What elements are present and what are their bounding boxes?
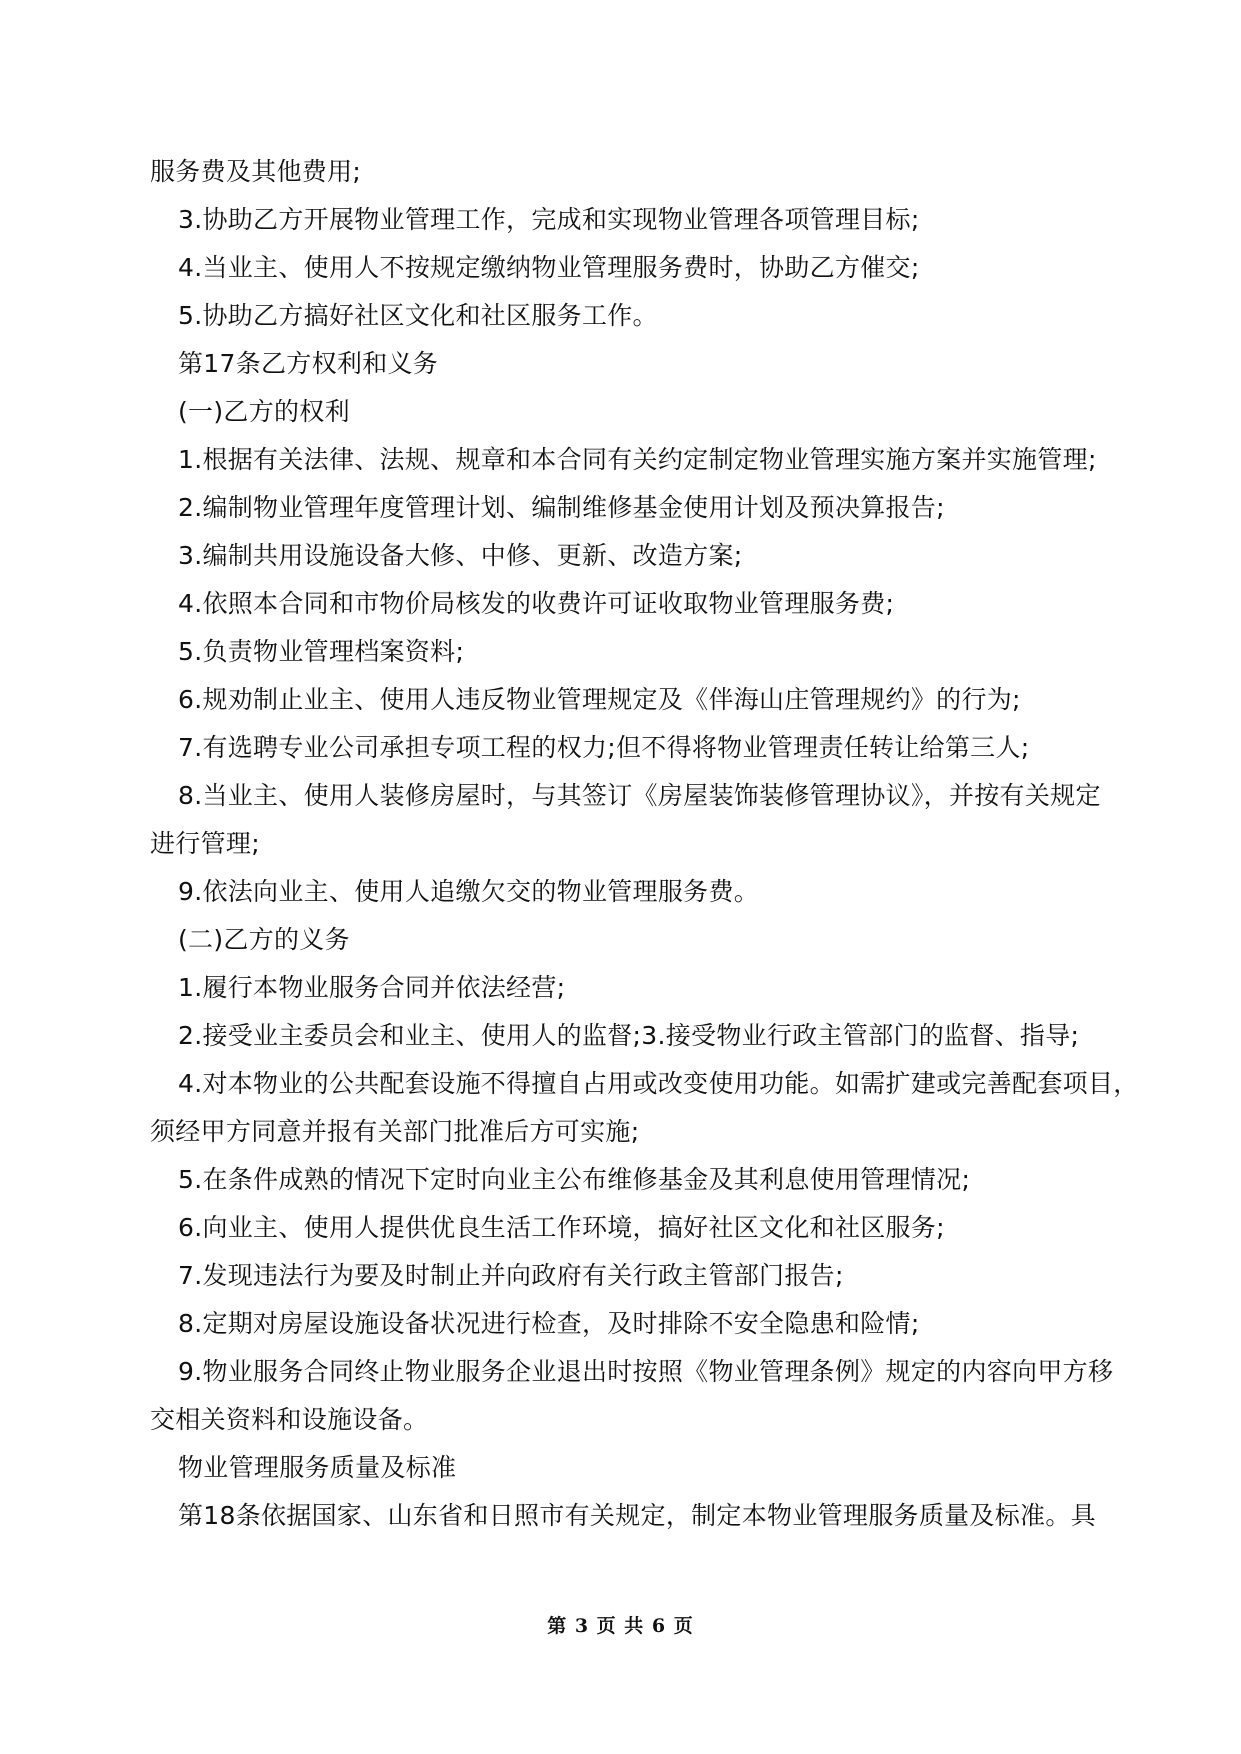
text-line: 6.向业主、使用人提供优良生活工作环境，搞好社区文化和社区服务;	[178, 1213, 945, 1242]
text-line: 1.履行本物业服务合同并依法经营;	[178, 973, 566, 1002]
document-body	[150, 148, 1139, 1540]
text-line: 4.当业主、使用人不按规定缴纳物业管理服务费时，协助乙方催交;	[178, 253, 920, 282]
text-line: 4.依照本合同和市物价局核发的收费许可证收取物业管理服务费;	[178, 589, 895, 618]
page-footer: 第 3 页 共 6 页	[547, 1615, 694, 1637]
text-line: 7.发现违法行为要及时制止并向政府有关行政主管部门报告;	[178, 1261, 844, 1290]
text-line: 服务费及其他费用;	[150, 157, 362, 186]
text-line: 第18条依据国家、山东省和日照市有关规定，制定本物业管理服务质量及标准。具	[178, 1501, 1096, 1530]
text-line: 5.协助乙方搞好社区文化和社区服务工作。	[178, 301, 658, 330]
text-line: 7.有选聘专业公司承担专项工程的权力;但不得将物业管理责任转让给第三人;	[178, 733, 1030, 762]
text-line: 8.定期对房屋设施设备状况进行检查，及时排除不安全隐患和险情;	[178, 1309, 920, 1338]
text-line: 第17条乙方权利和义务	[178, 349, 439, 378]
text-line: 交相关资料和设施设备。	[150, 1405, 429, 1434]
text-line: 9.物业服务合同终止物业服务企业退出时按照《物业管理条例》规定的内容向甲方移	[178, 1357, 1114, 1386]
text-line: 4.对本物业的公共配套设施不得擅自占用或改变使用功能。如需扩建或完善配套项目，	[178, 1069, 1139, 1098]
text-line: 物业管理服务质量及标准	[178, 1453, 457, 1482]
text-line: 1.根据有关法律、法规、规章和本合同有关约定制定物业管理实施方案并实施管理;	[178, 445, 1097, 474]
text-line: 2.接受业主委员会和业主、使用人的监督;3.接受物业行政主管部门的监督、指导;	[178, 1021, 1080, 1050]
text-line: 5.在条件成熟的情况下定时向业主公布维修基金及其利息使用管理情况;	[178, 1165, 971, 1194]
text-line: (二)乙方的义务	[178, 925, 350, 954]
text-line: 2.编制物业管理年度管理计划、编制维修基金使用计划及预决算报告;	[178, 493, 945, 522]
text-line: 须经甲方同意并报有关部门批准后方可实施;	[150, 1117, 640, 1146]
text-line: (一)乙方的权利	[178, 397, 350, 426]
text-line: 5.负责物业管理档案资料;	[178, 637, 465, 666]
text-line: 8.当业主、使用人装修房屋时，与其签订《房屋装饰装修管理协议》，并按有关规定	[178, 781, 1101, 810]
text-line: 6.规劝制止业主、使用人违反物业管理规定及《伴海山庄管理规约》的行为;	[178, 685, 1021, 714]
text-line: 进行管理;	[150, 829, 260, 858]
text-line: 9.依法向业主、使用人追缴欠交的物业管理服务费。	[178, 877, 760, 906]
text-line: 3.编制共用设施设备大修、中修、更新、改造方案;	[178, 541, 743, 570]
text-line: 3.协助乙方开展物业管理工作，完成和实现物业管理各项管理目标;	[178, 205, 920, 234]
